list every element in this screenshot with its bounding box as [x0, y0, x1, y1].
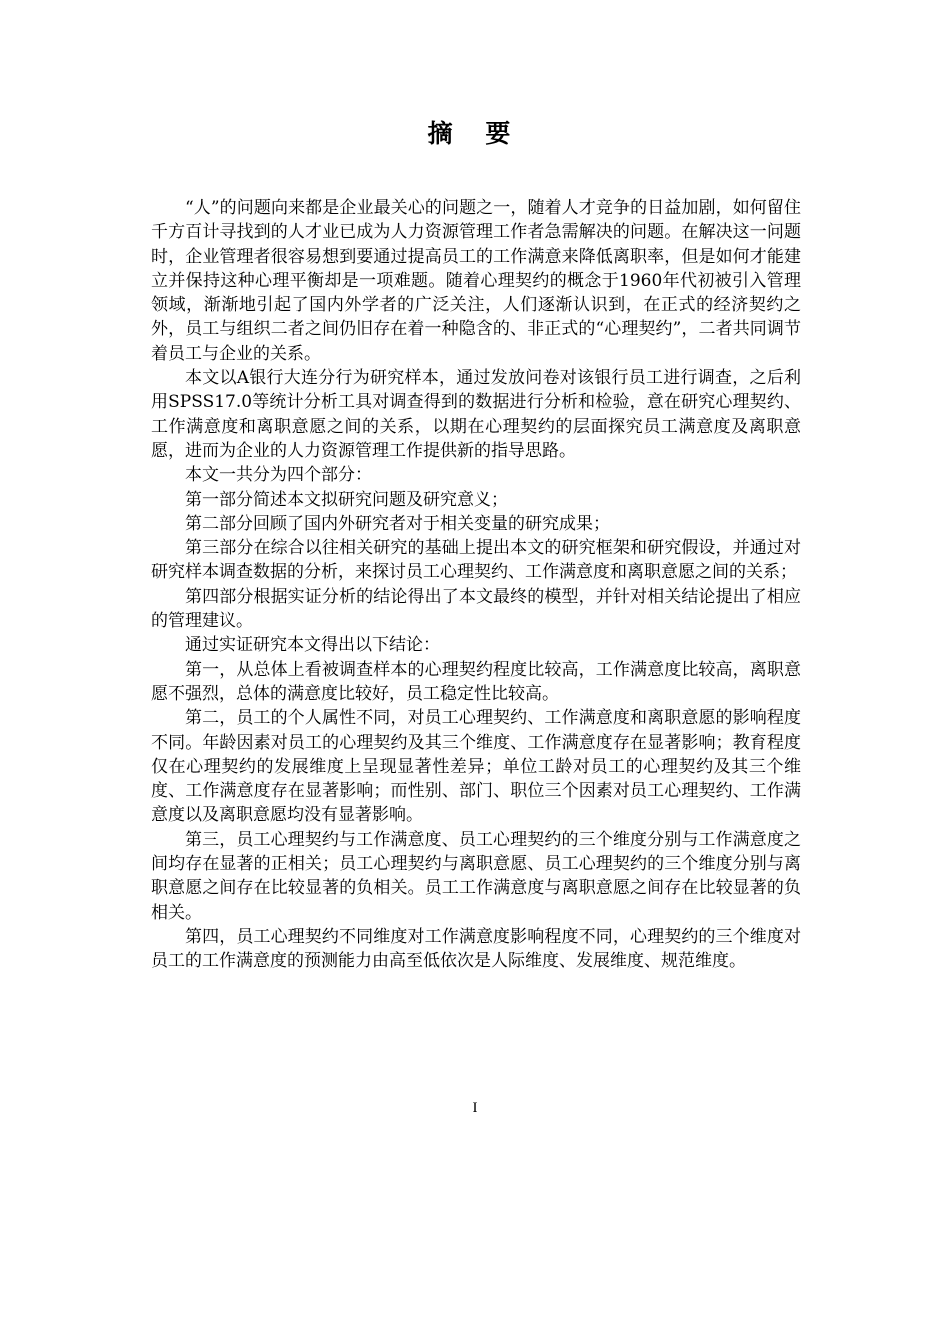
paragraph-conclusion-four: 第四，员工心理契约不同维度对工作满意度影响程度不同，心理契约的三个维度对员工的工作满意度的预测能力由高至低依次是人际维度、发展维度、规范维度。	[151, 926, 801, 972]
paragraph-part-four: 第四部分根据实证分析的结论得出了本文最终的模型，并针对相关结论提出了相应的管理建议。	[151, 586, 801, 632]
paragraph-method: 本文以A银行大连分行为研究样本，通过发放问卷对该银行员工进行调查，之后利用SPSS17.0等统计分析工具对调查得到的数据进行分析和检验，意在研究心理契约、工作满意度和离职意愿之间的关系，以期在心理契约的层面探究员工满意度及离职意愿，进而为企业的人力资源管理工作提供新的指导思路。	[151, 368, 801, 461]
paragraph-part-one: 第一部分简述本文拟研究问题及研究意义；	[185, 489, 508, 510]
paragraph-part-two: 第二部分回顾了国内外研究者对于相关变量的研究成果；	[185, 513, 610, 534]
paragraph-conclusion-one: 第一，从总体上看被调查样本的心理契约程度比较高，工作满意度比较高，离职意愿不强烈，总体的满意度比较好，员工稳定性比较高。	[151, 659, 801, 704]
page-title: 摘 要	[427, 119, 523, 148]
paragraph-intro: “人”的问题向来都是企业最关心的问题之一，随着人才竞争的日益加剧，如何留住千方百计寻找到的人才业已成为人力资源管理工作者急需解决的问题。在解决这一问题时，企业管理者很容易想到要通过提高员工的工作满意来降低离职率，但是如何才能建立并保持这种心理平衡却是一项难题。随着心理契约的概念于1960年代初被引入管理领域，渐渐地引起了国内外学者的广泛关注，人们逐渐认识到，在正式的经济契约之外，员工与组织二者之间仍旧存在着一种隐含的、非正式的“心理契约”，二者共同调节着员工与企业的关系。	[151, 198, 801, 364]
paragraph-part-three: 第三部分在综合以往相关研究的基础上提出本文的研究框架和研究假设，并通过对研究样本调查数据的分析，来探讨员工心理契约、工作满意度和离职意愿之间的关系；	[151, 538, 801, 583]
abstract-body	[151, 196, 801, 974]
paragraph-structure: 本文一共分为四个部分：	[185, 465, 372, 486]
paragraph-conclusions-intro: 通过实证研究本文得出以下结论：	[185, 635, 440, 656]
page-number: I	[472, 1100, 478, 1116]
paragraph-conclusion-three: 第三，员工心理契约与工作满意度、员工心理契约的三个维度分别与工作满意度之间均存在显著的正相关；员工心理契约与离职意愿、员工心理契约的三个维度分别与离职意愿之间存在比较显著的负相关。员工工作满意度与离职意愿之间存在比较显著的负相关。	[151, 829, 801, 923]
paragraph-conclusion-two: 第二，员工的个人属性不同，对员工心理契约、工作满意度和离职意愿的影响程度不同。年龄因素对员工的心理契约及其三个维度、工作满意度存在显著影响；教育程度仅在心理契约的发展维度上呈现显著性差异；单位工龄对员工的心理契约及其三个维度、工作满意度存在显著影响；而性别、部门、职位三个因素对员工心理契约、工作满意度以及离职意愿均没有显著影响。	[151, 708, 801, 826]
